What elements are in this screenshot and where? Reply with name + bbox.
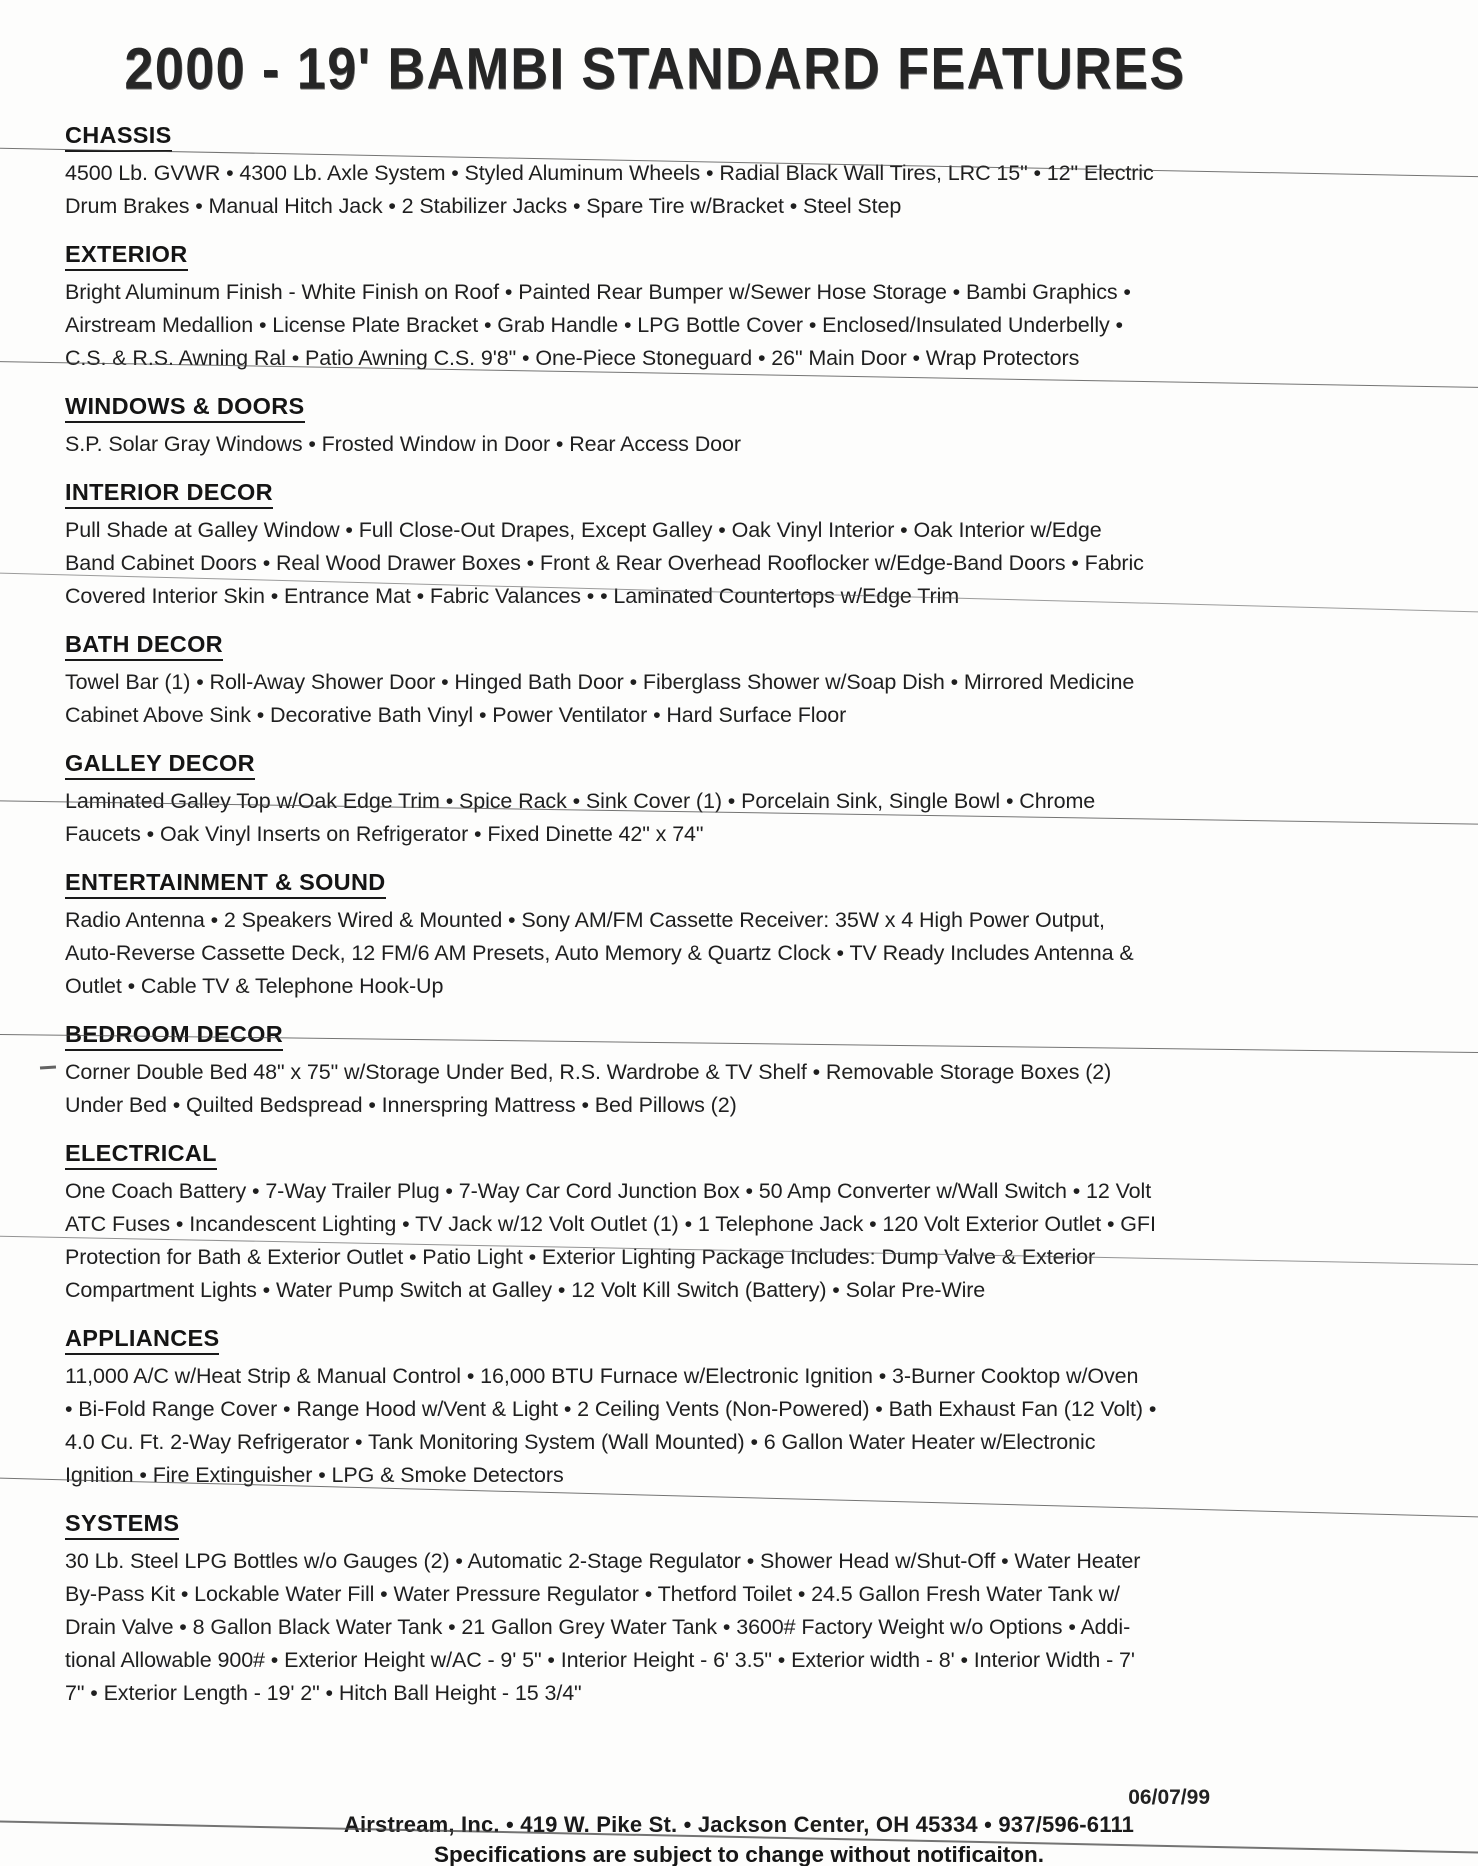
body-line: 30 Lb. Steel LPG Bottles w/o Gauges (2) • Automatic 2-Stage Regulator • Shower Head w/Shut-Off • Water Heater — [65, 1549, 1141, 1573]
section-body — [65, 514, 1245, 613]
section-body — [65, 1056, 1245, 1122]
body-line: ATC Fuses • Incandescent Lighting • TV Jack w/12 Volt Outlet (1) • 1 Telephone Jack • 120 Volt Exterior Outlet • GFI — [65, 1212, 1156, 1236]
section-heading: CHASSIS — [65, 122, 172, 152]
body-line: • Bi-Fold Range Cover • Range Hood w/Vent & Light • 2 Ceiling Vents (Non-Powered) • Bath Exhaust Fan (12 Volt) • — [65, 1397, 1157, 1421]
footer-disclaimer: Specifications are subject to change without notificaiton. — [433, 1842, 1045, 1866]
section-appliances — [65, 1325, 1245, 1492]
section-body — [65, 904, 1245, 1003]
scan-artifact-dash — [40, 1065, 56, 1069]
section-heading: ENTERTAINMENT & SOUND — [65, 869, 386, 899]
section-heading: BEDROOM DECOR — [65, 1021, 283, 1051]
section-heading: WINDOWS & DOORS — [65, 393, 305, 423]
body-line: Laminated Galley Top w/Oak Edge Trim • Spice Rack • Sink Cover (1) • Porcelain Sink, Single Bowl • Chrome — [65, 789, 1096, 813]
section-body — [65, 1360, 1245, 1492]
body-line: 7" • Exterior Length - 19' 2" • Hitch Ball Height - 15 3/4" — [65, 1681, 582, 1705]
section-bedroom-decor — [65, 1021, 1245, 1122]
section-body — [65, 428, 1245, 461]
body-line: Towel Bar (1) • Roll-Away Shower Door • Hinged Bath Door • Fiberglass Shower w/Soap Dish • Mirrored Medicine — [65, 670, 1135, 694]
body-line: Covered Interior Skin • Entrance Mat • Fabric Valances • • Laminated Countertops w/Edge Trim — [65, 584, 960, 608]
document-content — [65, 30, 1245, 1710]
body-line: 11,000 A/C w/Heat Strip & Manual Control • 16,000 BTU Furnace w/Electronic Ignition • 3-Burner Cooktop w/Oven — [65, 1364, 1139, 1388]
section-heading: SYSTEMS — [65, 1510, 179, 1540]
body-line: By-Pass Kit • Lockable Water Fill • Water Pressure Regulator • Thetford Toilet • 24.5 Gallon Fresh Water Tank w/ — [65, 1582, 1120, 1606]
section-windows-doors — [65, 393, 1245, 461]
section-body — [65, 1175, 1245, 1307]
body-line: Faucets • Oak Vinyl Inserts on Refrigerator • Fixed Dinette 42" x 74" — [65, 822, 704, 846]
section-body — [65, 785, 1245, 851]
body-line: S.P. Solar Gray Windows • Frosted Window in Door • Rear Access Door — [65, 432, 741, 456]
body-line: 4500 Lb. GVWR • 4300 Lb. Axle System • Styled Aluminum Wheels • Radial Black Wall Tires, LRC 15" • 12" Electric — [65, 161, 1154, 185]
section-heading: INTERIOR DECOR — [65, 479, 273, 509]
section-interior-decor — [65, 479, 1245, 613]
footer-address: Airstream, Inc. • 419 W. Pike St. • Jackson Center, OH 45334 • 937/596-6111 — [343, 1812, 1135, 1837]
section-bath-decor — [65, 631, 1245, 732]
body-line: Band Cabinet Doors • Real Wood Drawer Boxes • Front & Rear Overhead Rooflocker w/Edge-Band Doors • Fabric — [65, 551, 1144, 575]
body-line: Radio Antenna • 2 Speakers Wired & Mounted • Sony AM/FM Cassette Receiver: 35W x 4 High Power Output, — [65, 908, 1105, 932]
body-line: Drum Brakes • Manual Hitch Jack • 2 Stabilizer Jacks • Spare Tire w/Bracket • Steel Step — [65, 194, 902, 218]
body-line: Corner Double Bed 48" x 75" w/Storage Under Bed, R.S. Wardrobe & TV Shelf • Removable Storage Boxes (2) — [65, 1060, 1112, 1084]
body-line: Cabinet Above Sink • Decorative Bath Vinyl • Power Ventilator • Hard Surface Floor — [65, 703, 847, 727]
body-line: Ignition • Fire Extinguisher • LPG & Smoke Detectors — [65, 1463, 564, 1487]
body-line: Drain Valve • 8 Gallon Black Water Tank • 21 Gallon Grey Water Tank • 3600# Factory Weight w/o Options • Addi- — [65, 1615, 1131, 1639]
footer-date: 06/07/99 — [1128, 1786, 1210, 1809]
section-heading: GALLEY DECOR — [65, 750, 255, 780]
body-line: 4.0 Cu. Ft. 2-Way Refrigerator • Tank Monitoring System (Wall Mounted) • 6 Gallon Water Heater w/Electronic — [65, 1430, 1096, 1454]
section-exterior — [65, 241, 1245, 375]
body-line: Bright Aluminum Finish - White Finish on Roof • Painted Rear Bumper w/Sewer Hose Storage • Bambi Graphics • — [65, 280, 1131, 304]
section-body — [65, 276, 1245, 375]
section-body — [65, 157, 1245, 223]
body-line: Auto-Reverse Cassette Deck, 12 FM/6 AM Presets, Auto Memory & Quartz Clock • TV Ready Includes Antenna & — [65, 941, 1134, 965]
section-heading: ELECTRICAL — [65, 1140, 217, 1170]
section-galley-decor — [65, 750, 1245, 851]
body-line: tional Allowable 900# • Exterior Height w/AC - 9' 5" • Interior Height - 6' 3.5" • Exterior width - 8' • Interior Width - 7' — [65, 1648, 1135, 1672]
document-title: 2000 - 19' BAMBI STANDARD FEATURES — [124, 37, 1186, 103]
section-heading: EXTERIOR — [65, 241, 188, 271]
body-line: C.S. & R.S. Awning Ral • Patio Awning C.S. 9'8" • One-Piece Stoneguard • 26" Main Door • Wrap Protectors — [65, 346, 1080, 370]
section-body — [65, 666, 1245, 732]
section-entertainment-sound — [65, 869, 1245, 1003]
section-chassis — [65, 122, 1245, 223]
section-heading: APPLIANCES — [65, 1325, 219, 1355]
body-line: Airstream Medallion • License Plate Bracket • Grab Handle • LPG Bottle Cover • Enclosed/Insulated Underbelly • — [65, 313, 1123, 337]
body-line: Under Bed • Quilted Bedspread • Innerspring Mattress • Bed Pillows (2) — [65, 1093, 737, 1117]
body-line: One Coach Battery • 7-Way Trailer Plug • 7-Way Car Cord Junction Box • 50 Amp Converter w/Wall Switch • 12 Volt — [65, 1179, 1152, 1203]
body-line: Compartment Lights • Water Pump Switch at Galley • 12 Volt Kill Switch (Battery) • Solar Pre-Wire — [65, 1278, 986, 1302]
body-line: Outlet • Cable TV & Telephone Hook-Up — [65, 974, 444, 998]
section-heading: BATH DECOR — [65, 631, 223, 661]
section-systems — [65, 1510, 1245, 1710]
section-electrical — [65, 1140, 1245, 1307]
body-line: Pull Shade at Galley Window • Full Close-Out Drapes, Except Galley • Oak Vinyl Interior • Oak Interior w/Edge — [65, 518, 1102, 542]
body-line: Protection for Bath & Exterior Outlet • Patio Light • Exterior Lighting Package Includes: Dump Valve & Exterior — [65, 1245, 1096, 1269]
section-body — [65, 1545, 1245, 1710]
feature-sections-container — [65, 122, 1245, 1710]
